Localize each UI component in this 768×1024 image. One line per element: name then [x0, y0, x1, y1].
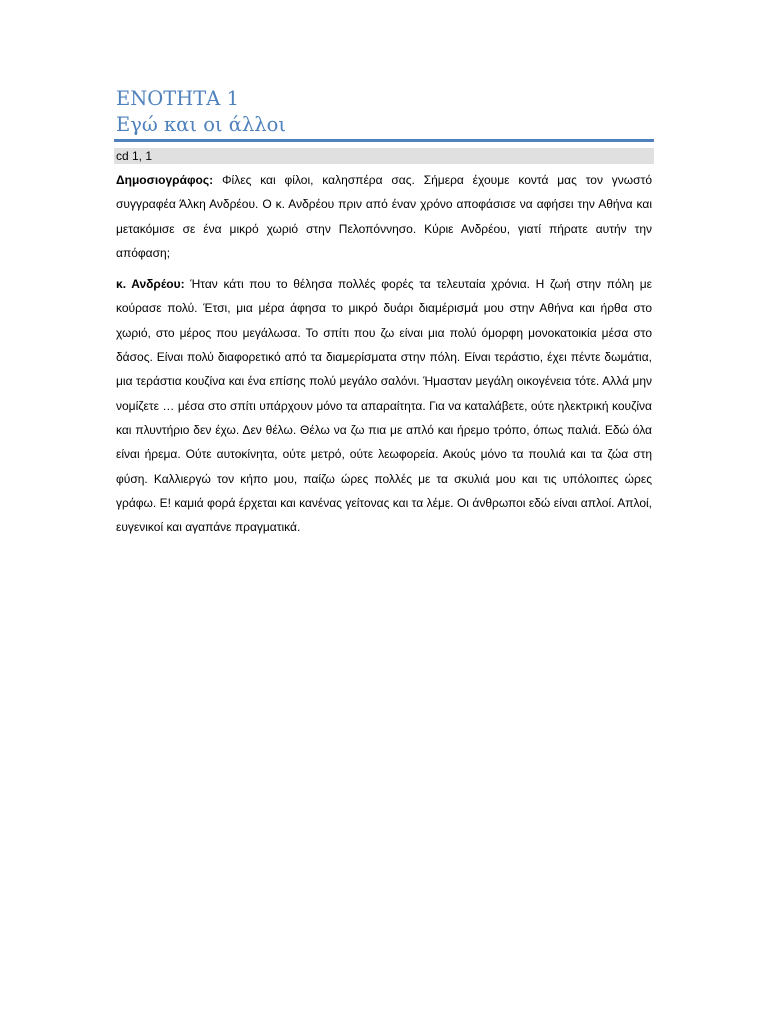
audio-track-label: cd 1, 1 [114, 148, 654, 164]
dialogue-text: Φίλες και φίλοι, καλησπέρα σας. Σήμερα έχουμε κοντά μας τον γνωστό συγγραφέα Άλκη Ανδρέου. Ο κ. Ανδρέου πριν από έναν χρόνο αποφάσισε να αφήσει την Αθήνα και μετακόμισε σε ένα μικρό χωριό στην Πελοπόννησο. Κύριε Ανδρέου, γιατί πήρατε αυτήν την απόφαση; [116, 173, 652, 260]
speaker-label: Δημοσιογράφος: [116, 173, 214, 187]
dialogue-text: Ήταν κάτι που το θέλησα πολλές φορές τα τελευταία χρόνια. Η ζωή στην πόλη με κούρασε πολύ. Έτσι, μια μέρα άφησα το μικρό δυάρι διαμέρισμά μου στην Αθήνα και ήρθα στο χωριό, στο μέρος που μεγάλωσα. Το σπίτι που ζω είναι μια πολύ όμορφη μονοκατοικία μέσα στο δάσος. Είναι πολύ διαφορετικό από τα διαμερίσματα στην πόλη. Είναι τεράστιο, έχει πέντε δωμάτια, μια τεράστια κουζίνα και ένα επίσης πολύ μεγάλο σαλόνι. Ήμασταν μεγάλη οικογένεια τότε. Αλλά μην νομίζετε … μέσα στο σπίτι υπάρχουν μόνο τα απαραίτητα. Για να καταλάβετε, ούτε ηλεκτρική κουζίνα και πλυντήριο δεν έχω. Δεν θέλω. Θέλω να ζω πια με απλό και ήρεμο τρόπο, όπως παλιά. Εδώ όλα είναι ήρεμα. Ούτε αυτοκίνητα, ούτε μετρό, ούτε λεωφορεία. Ακούς μόνο τα πουλιά και τα ζώα στη φύση. Καλλιεργώ τον κήπο μου, παίζω ώρες πολλές με τα σκυλιά μου και τις υπόλοιπες ώρες γράφω. Ε! καμιά φορά έρχεται και κανένας γείτονας και τα λέμε. Οι άνθρωποι εδώ είναι απλοί. Απλοί, ευγενικοί και αγαπάνε πραγματικά. [116, 277, 652, 535]
speaker-label: κ. Ανδρέου: [116, 277, 185, 292]
dialogue-paragraph-journalist [116, 168, 652, 265]
title-divider [114, 139, 654, 142]
unit-subtitle: Εγώ και οι άλλοι [116, 113, 287, 136]
dialogue-paragraph-andreou [116, 272, 652, 539]
unit-title: ΕΝΟΤΗΤΑ 1 [116, 87, 239, 110]
document-page [116, 86, 652, 539]
